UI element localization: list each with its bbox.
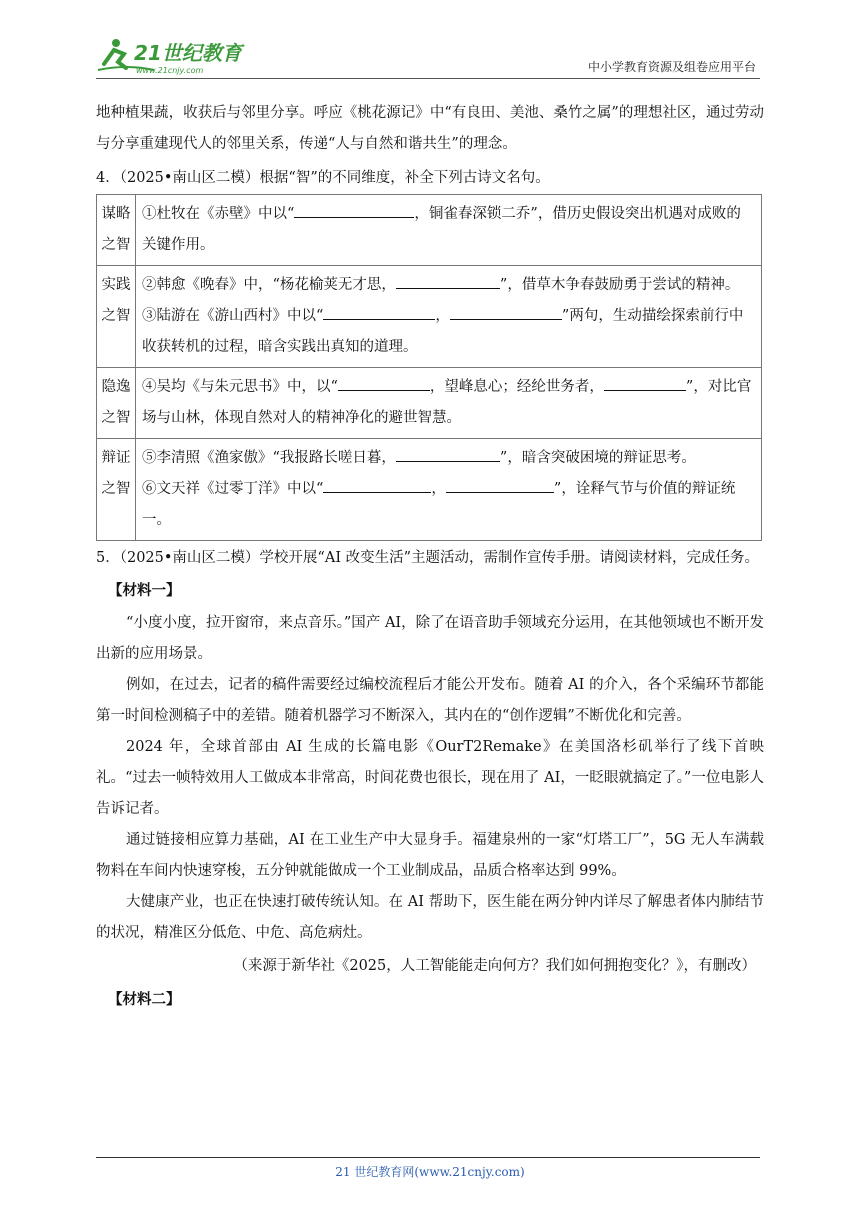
item-4-text-a: ④吴均《与朱元思书》中，以“: [142, 379, 338, 395]
item-5-text-b: ”，暗含突破困境的辩证思考。: [499, 450, 696, 466]
item-1-text-a: ①杜牧在《赤壁》中以“: [142, 206, 295, 222]
page-header: [96, 34, 760, 79]
category-cell: 谋略之智: [97, 195, 136, 266]
category-cell: 隐逸之智: [97, 368, 136, 439]
table-row: [97, 195, 762, 266]
blank-6a[interactable]: [323, 474, 431, 493]
category-cell: 实践之智: [97, 266, 136, 368]
material-1-para: 例如，在过去，记者的稿件需要经过编校流程后才能公开发布。随着 AI 的介入，各个采编环节都能第一时间检测稿子中的差错。随着机器学习不断深入，其内在的“创作逻辑”不断优化和完善。: [96, 677, 764, 724]
question-4-stem: 4．（2025•南山区二模）根据“智”的不同维度，补全下列古诗文名句。: [96, 170, 550, 186]
material-1-title: 【材料一】: [108, 582, 181, 599]
item-1-text-b: ，铜雀春深锁二乔”，借历史假设突出机遇对成败的关键作用。: [142, 206, 741, 253]
question-5-stem: 5．（2025•南山区二模）学校开展“AI 改变生活”主题活动，需制作宣传手册。请阅读材料，完成任务。: [96, 550, 760, 566]
material-1-source: （来源于新华社《2025，人工智能能走向何方？我们如何拥抱变化？》，有删改）: [233, 958, 756, 974]
logo-21cnjy: [96, 34, 266, 78]
blank-4b[interactable]: [604, 372, 686, 391]
item-3-text-mid: ，: [435, 308, 450, 324]
blank-2[interactable]: [396, 270, 500, 289]
item-3-text-a: ③陆游在《游山西村》中以“: [142, 308, 324, 324]
platform-name: 中小学教育资源及组卷应用平台: [587, 60, 756, 74]
table-row: [97, 368, 762, 439]
material-1-para: 通过链接相应算力基础，AI 在工业生产中大显身手。福建泉州的一家“灯塔工厂”，5G 无人车满载物料在车间内快速穿梭，五分钟就能做成一个工业制成品，品质合格率达到 99%。: [96, 832, 764, 879]
material-1-para: 大健康产业，也正在快速打破传统认知。在 AI 帮助下，医生能在两分钟内详尽了解患者体内肺结节的状况，精准区分低危、中危、高危病灶。: [96, 894, 764, 941]
table-row: [97, 266, 762, 368]
footer-link[interactable]: 21 世纪教育网(www.21cnjy.com): [335, 1165, 525, 1179]
blank-3b[interactable]: [450, 301, 562, 320]
content-cell: [136, 195, 762, 266]
blank-5[interactable]: [396, 443, 500, 462]
blank-1[interactable]: [294, 199, 414, 218]
intro-paragraph: 地种植果蔬，收获后与邻里分享。呼应《桃花源记》中“有良田、美池、桑竹之属”的理想社区，通过劳动与分享重建现代人的邻里关系，传递“人与自然和谐共生”的理念。: [96, 105, 764, 152]
content-cell: [136, 439, 762, 541]
content-cell: [136, 266, 762, 368]
poem-table: [96, 194, 762, 541]
item-4-text-b: ”，对比官场与山林，体现自然对人的精神净化的避世智慧。: [142, 379, 752, 426]
item-6-text-mid: ，: [431, 481, 446, 497]
document-body: [96, 98, 764, 1017]
item-5-text-a: ⑤李清照《渔家傲》“我报路长嗟日暮，: [142, 450, 396, 466]
material-1-para: 2024 年，全球首部由 AI 生成的长篇电影《OurT2Remake》在美国洛杉矶举行了线下首映礼。“过去一帧特效用人工做成本非常高，时间花费也很长，现在用了 AI，一眨眼就搞定了。”一位电影人告诉记者。: [96, 739, 764, 817]
item-6-text-a: ⑥文天祥《过零丁洋》中以“: [142, 481, 324, 497]
material-2-title: 【材料二】: [108, 991, 181, 1008]
item-2-text-b: ”，借草木争春鼓励勇于尝试的精神。: [499, 277, 740, 293]
category-cell: 辩证之智: [97, 439, 136, 541]
logo-url: www.21cnjy.com: [136, 66, 204, 75]
content-cell: [136, 368, 762, 439]
blank-3a[interactable]: [323, 301, 435, 320]
item-2-text-a: ②韩愈《晚春》中，“杨花榆荚无才思，: [142, 277, 396, 293]
item-6-text-b: ”，诠释气节与价值的辩证统一。: [142, 481, 736, 528]
table-row: [97, 439, 762, 541]
item-3-text-b: ”两句，生动描绘探索前行中收获转机的过程，暗含实践出真知的道理。: [142, 308, 744, 355]
material-1-para: “小度小度，拉开窗帘，来点音乐。”国产 AI，除了在语音助手领域充分运用，在其他领域也不断开发出新的应用场景。: [96, 615, 764, 662]
blank-4a[interactable]: [338, 372, 430, 391]
logo-text: 21世纪教育: [134, 41, 242, 65]
blank-6b[interactable]: [446, 474, 554, 493]
item-4-text-mid: ，望峰息心；经纶世务者，: [429, 379, 604, 395]
footer-divider: [96, 1157, 760, 1158]
